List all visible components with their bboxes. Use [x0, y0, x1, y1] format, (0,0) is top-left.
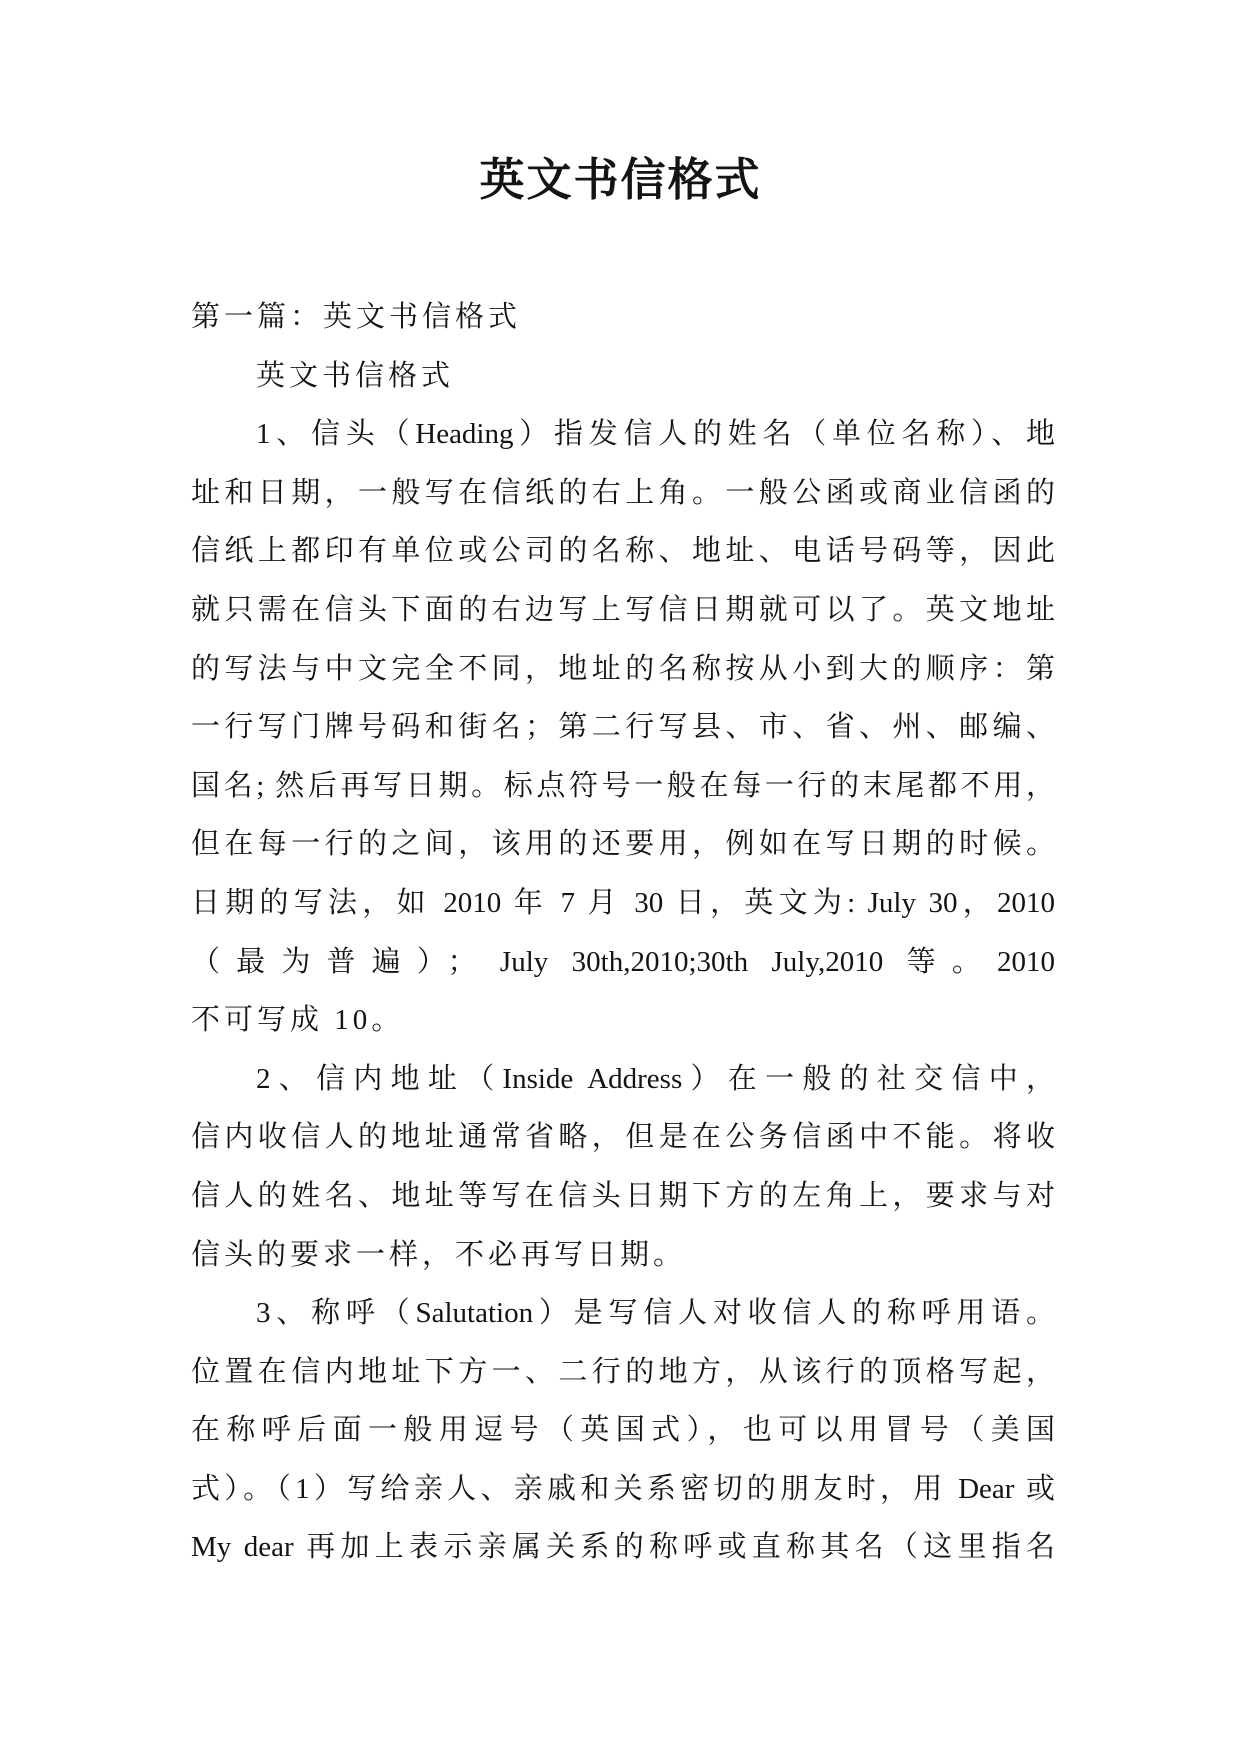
body-line: 2、信内地址（Inside Address）在一般的社交信中， — [256, 1062, 1055, 1095]
page-title: 英文书信格式 — [479, 155, 762, 205]
body-line: 信人的姓名、地址等写在信头日期下方的左角上，要求与对 — [191, 1179, 1055, 1212]
body-line: 就只需在信头下面的右边写上写信日期就可以了。英文地址 — [191, 593, 1055, 626]
body-line: 一行写门牌号码和街名；第二行写县、市、省、州、邮编、 — [191, 711, 1055, 744]
body-line: 在称呼后面一般用逗号（英国式），也可以用冒号（美国 — [191, 1414, 1055, 1447]
paragraph-heading — [191, 405, 1055, 1050]
body-line: 信纸上都印有单位或公司的名称、地址、电话号码等，因此 — [191, 535, 1055, 568]
body-line: My dear 再加上表示亲属关系的称呼或直称其名（这里指名 — [191, 1531, 1055, 1564]
body-line: 位置在信内地址下方一、二行的地方，从该行的顶格写起， — [191, 1355, 1055, 1388]
body-line: 式）。（1）写给亲人、亲戚和关系密切的朋友时，用 Dear 或 — [191, 1472, 1055, 1505]
section-title: 英文书信格式 — [256, 359, 455, 392]
section-label: 第一篇：英文书信格式 — [191, 301, 522, 333]
body-line: 址和日期，一般写在信纸的右上角。一般公函或商业信函的 — [191, 476, 1055, 509]
body-line: 不可写成 10。 — [191, 1004, 405, 1037]
paragraph-inside-address — [191, 1050, 1055, 1284]
document-body — [191, 288, 1055, 1577]
paragraph-salutation — [191, 1284, 1055, 1577]
body-line: 3、称呼（Salutation）是写信人对收信人的称呼用语。 — [256, 1297, 1055, 1330]
body-line: （最为普遍）； July 30th,2010;30th July,2010 等。2010 — [191, 945, 1055, 978]
body-line: 信头的要求一样，不必再写日期。 — [191, 1238, 687, 1271]
body-line: 日期的写法，如 2010 年 7 月 30 日，英文为: July 30，2010 — [191, 886, 1055, 919]
body-line: 信内收信人的地址通常省略，但是在公务信函中不能。将收 — [191, 1121, 1055, 1154]
body-line: 的写法与中文完全不同，地址的名称按从小到大的顺序：第 — [191, 652, 1055, 685]
body-line: 但在每一行的之间，该用的还要用，例如在写日期的时候。 — [191, 828, 1055, 861]
body-line: 1、信头（Heading）指发信人的姓名（单位名称）、地 — [256, 418, 1055, 451]
body-line: 国名; 然后再写日期。标点符号一般在每一行的末尾都不用， — [191, 769, 1055, 802]
